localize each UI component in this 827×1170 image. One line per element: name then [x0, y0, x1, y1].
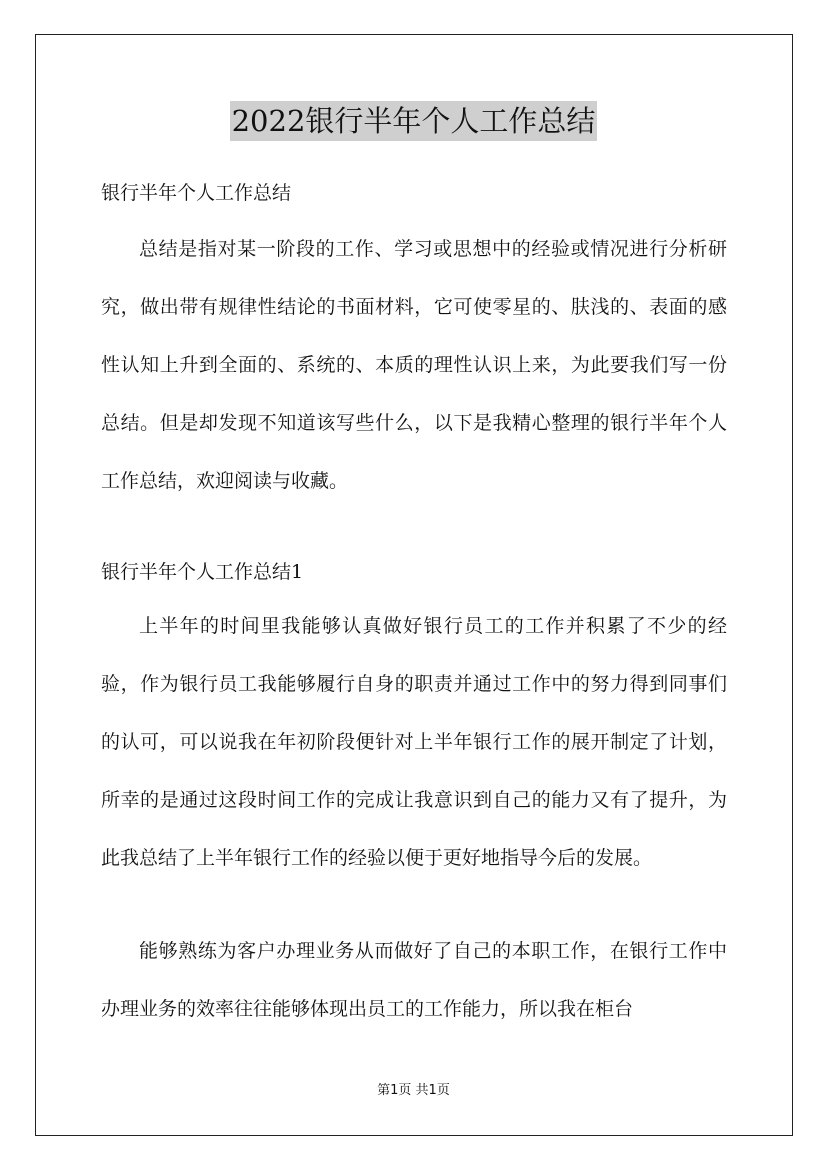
document-title: 2022银行半年个人工作总结 [230, 101, 598, 141]
section-heading: 银行半年个人工作总结1 [101, 561, 304, 583]
section-paragraph: 上半年的时间里我能够认真做好银行员工的工作并积累了不少的经验，作为银行员工我能够履行自身的职责并通过工作中的努力得到同事们的认可，可以说我在年初阶段便针对上半年银行工作的展开制定了计划，所幸的是通过这段时间工作的完成让我意识到自己的能力又有了提升，为此我总结了上半年银行工作的经验以便于更好地指导今后的发展。 [101, 615, 727, 869]
intro-paragraph: 总结是指对某一阶段的工作、学习或思想中的经验或情况进行分析研究，做出带有规律性结论的书面材料，它可使零星的、肤浅的、表面的感性认知上升到全面的、系统的、本质的理性认识上来，为此要我们写一份总结。但是却发现不知道该写些什么，以下是我精心整理的银行半年个人工作总结，欢迎阅读与收藏。 [101, 238, 727, 492]
title-container [0, 101, 827, 141]
intro-heading: 银行半年个人工作总结 [101, 182, 292, 204]
section-paragraph: 能够熟练为客户办理业务从而做好了自己的本职工作，在银行工作中办理业务的效率往往能够体现出员工的工作能力，所以我在柜台 [101, 940, 727, 1020]
page-number: 第1页 共1页 [377, 1083, 450, 1098]
